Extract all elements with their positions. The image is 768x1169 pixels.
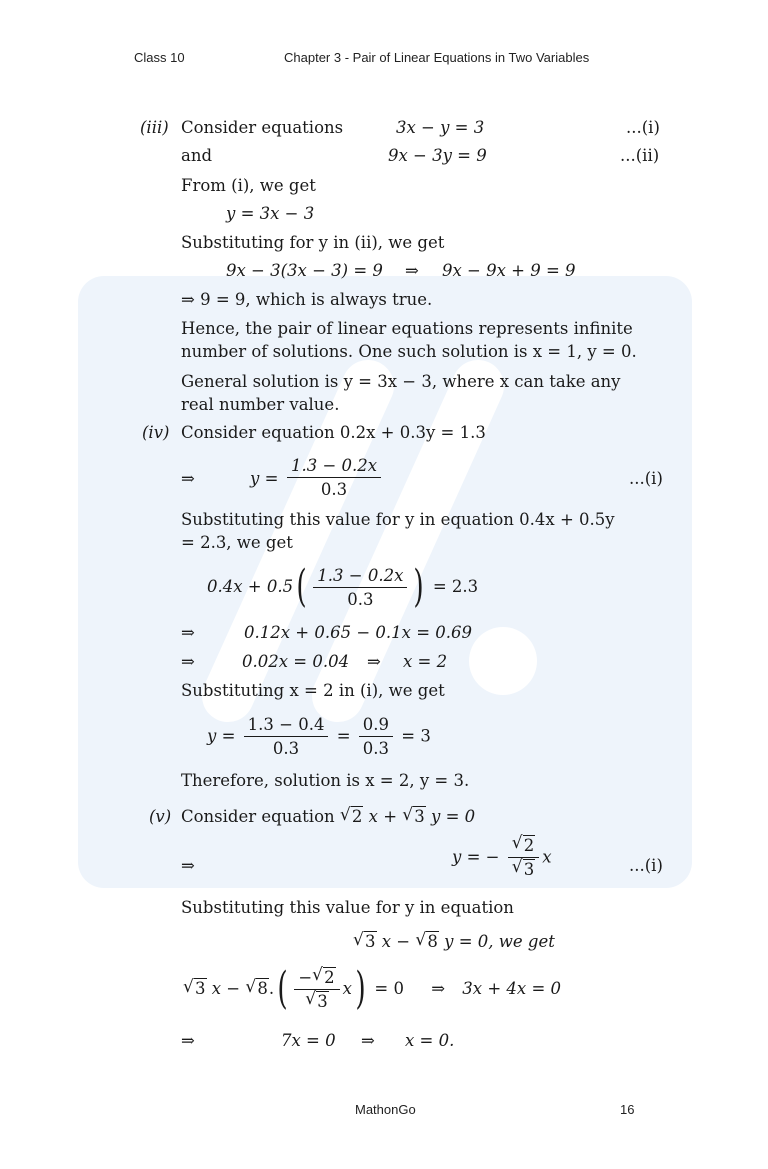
- v-sqrt3-b: √ 3: [511, 857, 535, 879]
- v-line5-b: = 0: [374, 979, 404, 998]
- iii-eq2-tag: ...(ii): [620, 146, 660, 165]
- iv-line6: 0.12x + 0.65 − 0.1x = 0.69: [244, 623, 473, 642]
- iv-arrow-2: ⇒: [181, 623, 195, 642]
- left-paren-v: (: [277, 963, 288, 1014]
- iv-y-eq: y =: [250, 469, 279, 488]
- iv-f1-num: 1.3 − 0.2x: [287, 456, 381, 478]
- iv-sub-left: 0.4x + 0.5: [207, 577, 294, 596]
- v-line4-end: y = 0, we get: [444, 932, 555, 951]
- iv-line7a: 0.02x = 0.04: [242, 652, 350, 671]
- iii-line6b: 9x − 9x + 9 = 9: [442, 261, 576, 280]
- v-line1: [181, 807, 475, 827]
- v-sqrt8-b: √ 8: [245, 977, 268, 998]
- v-line6b: x = 0.: [405, 1031, 455, 1050]
- iv-f2-num: 1.3 − 0.2x: [313, 566, 407, 588]
- iii-line6a: 9x − 3(3x − 3) = 9: [226, 261, 383, 280]
- iv-fraction-1: [284, 456, 384, 499]
- v-sqrt2-b: √ 2: [511, 833, 535, 855]
- v-sqrt3-d: √ 3: [183, 977, 206, 998]
- v-y-eq-line: [452, 833, 552, 879]
- iii-line2-label: and: [181, 146, 213, 165]
- left-paren: (: [296, 561, 307, 612]
- v-sqrt3-e: √ 3: [305, 988, 328, 1011]
- v-line5-dot: .: [268, 979, 275, 998]
- iv-line3: Substituting this value for y in equation 0.4x + 0.5y: [181, 510, 615, 529]
- v-sqrt3-a: √ 3: [402, 805, 425, 826]
- iv-y-lhs: y =: [207, 726, 236, 746]
- marker-iii: (iii): [140, 118, 169, 137]
- v-line1-text: Consider equation: [181, 807, 335, 826]
- iv-line1: Consider equation 0.2x + 0.3y = 1.3: [181, 423, 486, 442]
- iv-arrow-1: ⇒: [181, 469, 195, 488]
- v-sqrt8-a: √ 8: [415, 930, 438, 951]
- iv-line7b: x = 2: [403, 652, 448, 671]
- v-line6a: 7x = 0: [281, 1031, 336, 1050]
- v-line5: [183, 963, 562, 1014]
- iv-eq-sign: =: [336, 726, 351, 746]
- header-class: Class 10: [134, 50, 185, 65]
- v-sqrt2-a: √ 2: [339, 805, 363, 826]
- iv-f2-den: 0.3: [347, 589, 374, 609]
- iii-line10: General solution is y = 3x − 3, where x can take any: [181, 372, 621, 391]
- right-paren: ): [413, 561, 425, 612]
- iv-f4-num: 0.9: [359, 715, 393, 737]
- iii-line11: real number value.: [181, 395, 340, 414]
- v-line1-end: y = 0: [431, 807, 476, 826]
- header-chapter-title: Chapter 3 - Pair of Linear Equations in Two Variables: [284, 50, 590, 65]
- iii-line3: From (i), we get: [181, 176, 316, 195]
- v-arrow-2: ⇒: [431, 979, 446, 998]
- iv-arrow-3: ⇒: [181, 652, 195, 671]
- v-neg-sign: −: [298, 967, 313, 987]
- right-paren-v: ): [355, 963, 366, 1014]
- v-line5-c: 3x + 4x = 0: [462, 979, 562, 998]
- marker-v: (v): [149, 807, 172, 826]
- v-arrow-1: ⇒: [181, 856, 195, 875]
- iii-line7: ⇒ 9 = 9, which is always true.: [181, 290, 433, 309]
- iii-eq2: 9x − 3y = 9: [388, 146, 487, 165]
- iii-line5: Substituting for y in (ii), we get: [181, 233, 445, 252]
- v-line3: Substituting this value for y in equation: [181, 898, 514, 917]
- marker-iv: (iv): [142, 423, 170, 442]
- v-tag-i: ...(i): [629, 856, 663, 875]
- v-arrow-4: ⇒: [361, 1031, 375, 1050]
- iii-eq1: 3x − y = 3: [396, 118, 485, 137]
- iii-line6-arrow: ⇒: [405, 261, 419, 280]
- iv-y-result: [207, 715, 431, 758]
- iv-f3-num: 1.3 − 0.4: [244, 715, 329, 737]
- iii-line1-label: Consider equations: [181, 118, 344, 137]
- iv-arrow-4: ⇒: [367, 652, 381, 671]
- iv-substitution: [207, 561, 479, 612]
- iv-line10: Therefore, solution is x = 2, y = 3.: [181, 771, 470, 790]
- v-line5-a: x −: [211, 979, 241, 998]
- footer-page-number: 16: [620, 1102, 635, 1117]
- v-sqrt2-c: √ 2: [312, 964, 335, 987]
- v-x-var-2: x: [342, 979, 352, 998]
- iv-y-rhs: = 3: [401, 726, 431, 746]
- iv-f1-den: 0.3: [320, 480, 348, 499]
- iv-line4: = 2.3, we get: [181, 533, 293, 552]
- iii-line9: number of solutions. One such solution is x = 1, y = 0.: [181, 342, 637, 361]
- iv-sub-right: = 2.3: [432, 577, 479, 596]
- iv-f4-den: 0.3: [362, 739, 390, 758]
- v-line4-mid: x −: [381, 932, 411, 951]
- iii-line8: Hence, the pair of linear equations represents infinite: [181, 319, 633, 338]
- iii-eq1-tag: ...(i): [626, 118, 660, 137]
- v-sqrt3-c: √ 3: [353, 930, 376, 951]
- iv-tag-i: ...(i): [629, 469, 663, 488]
- footer-brand: MathonGo: [355, 1102, 416, 1117]
- v-y-eq: y = −: [452, 847, 500, 867]
- iii-line4: y = 3x − 3: [226, 204, 315, 223]
- v-line1-rest: x +: [368, 807, 398, 826]
- iv-f3-den: 0.3: [272, 739, 300, 758]
- v-line4: [353, 932, 555, 952]
- iv-line8: Substituting x = 2 in (i), we get: [181, 681, 445, 700]
- v-x-var-1: x: [542, 847, 552, 867]
- v-arrow-3: ⇒: [181, 1031, 195, 1050]
